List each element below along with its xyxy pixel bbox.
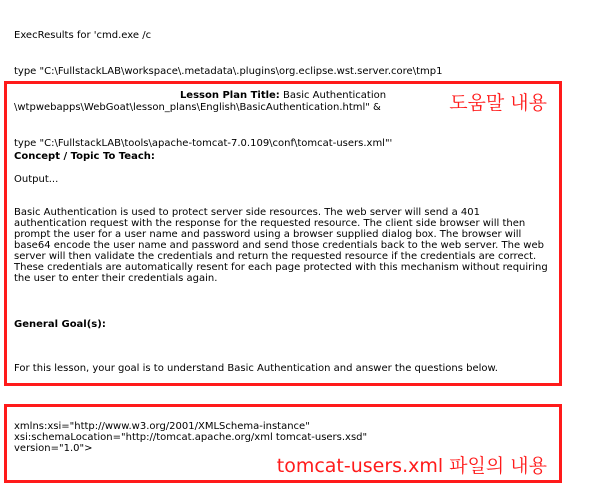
lesson-annotation-label: 도움말 내용 xyxy=(449,92,547,114)
general-goal-heading: General Goal(s): xyxy=(14,319,106,330)
general-goal-paragraph: For this lesson, your goal is to understand Basic Authentication and answer the questions below. xyxy=(14,363,498,374)
exec-results-line: \wtpwebapps\WebGoat\lesson_plans\English\BasicAuthentication.html" & xyxy=(14,102,381,113)
tomcat-annotation-label: tomcat-users.xml 파일의 내용 xyxy=(276,455,547,477)
xml-line: version="1.0"> xyxy=(14,443,93,454)
exec-results-line: ExecResults for 'cmd.exe /c xyxy=(14,30,152,41)
xml-line: xsi:schemaLocation="http://tomcat.apache.org/xml tomcat-users.xsd" xyxy=(14,432,368,443)
concept-heading: Concept / Topic To Teach: xyxy=(14,151,155,162)
xml-line: xmlns:xsi="http://www.w3.org/2001/XMLSchema-instance" xyxy=(14,421,310,432)
exec-results-line: type "C:\FullstackLAB\workspace\.metadata\.plugins\org.eclipse.wst.server.core\tmp1 xyxy=(14,66,443,77)
tomcat-users-xml-snippet xyxy=(14,421,367,454)
concept-paragraph: Basic Authentication is used to protect server side resources. The web server will send a 401 authentication request with the response for the requested resource. The client side browser will then prompt the user for a user name and password using a browser supplied dialog box. The browser will base64 encode the user name and password and send those credentials back to the web server. The web server will then validate the credentials and return the requested resource if the credentials are correct. These credentials are automatically resent for each page protected with this mechanism without requiring the user to enter their credentials again. xyxy=(14,207,548,284)
exec-results-line: type "C:\FullstackLAB\tools\apache-tomcat-7.0.109\conf\tomcat-users.xml"' xyxy=(14,138,393,149)
lesson-plan-title-label: Lesson Plan Title: xyxy=(179,90,280,101)
lesson-plan-highlight-box xyxy=(4,81,562,386)
lesson-plan-title-value: Basic Authentication xyxy=(283,90,387,101)
tomcat-users-highlight-box xyxy=(4,404,562,483)
exec-results-line: Output... xyxy=(14,174,59,185)
